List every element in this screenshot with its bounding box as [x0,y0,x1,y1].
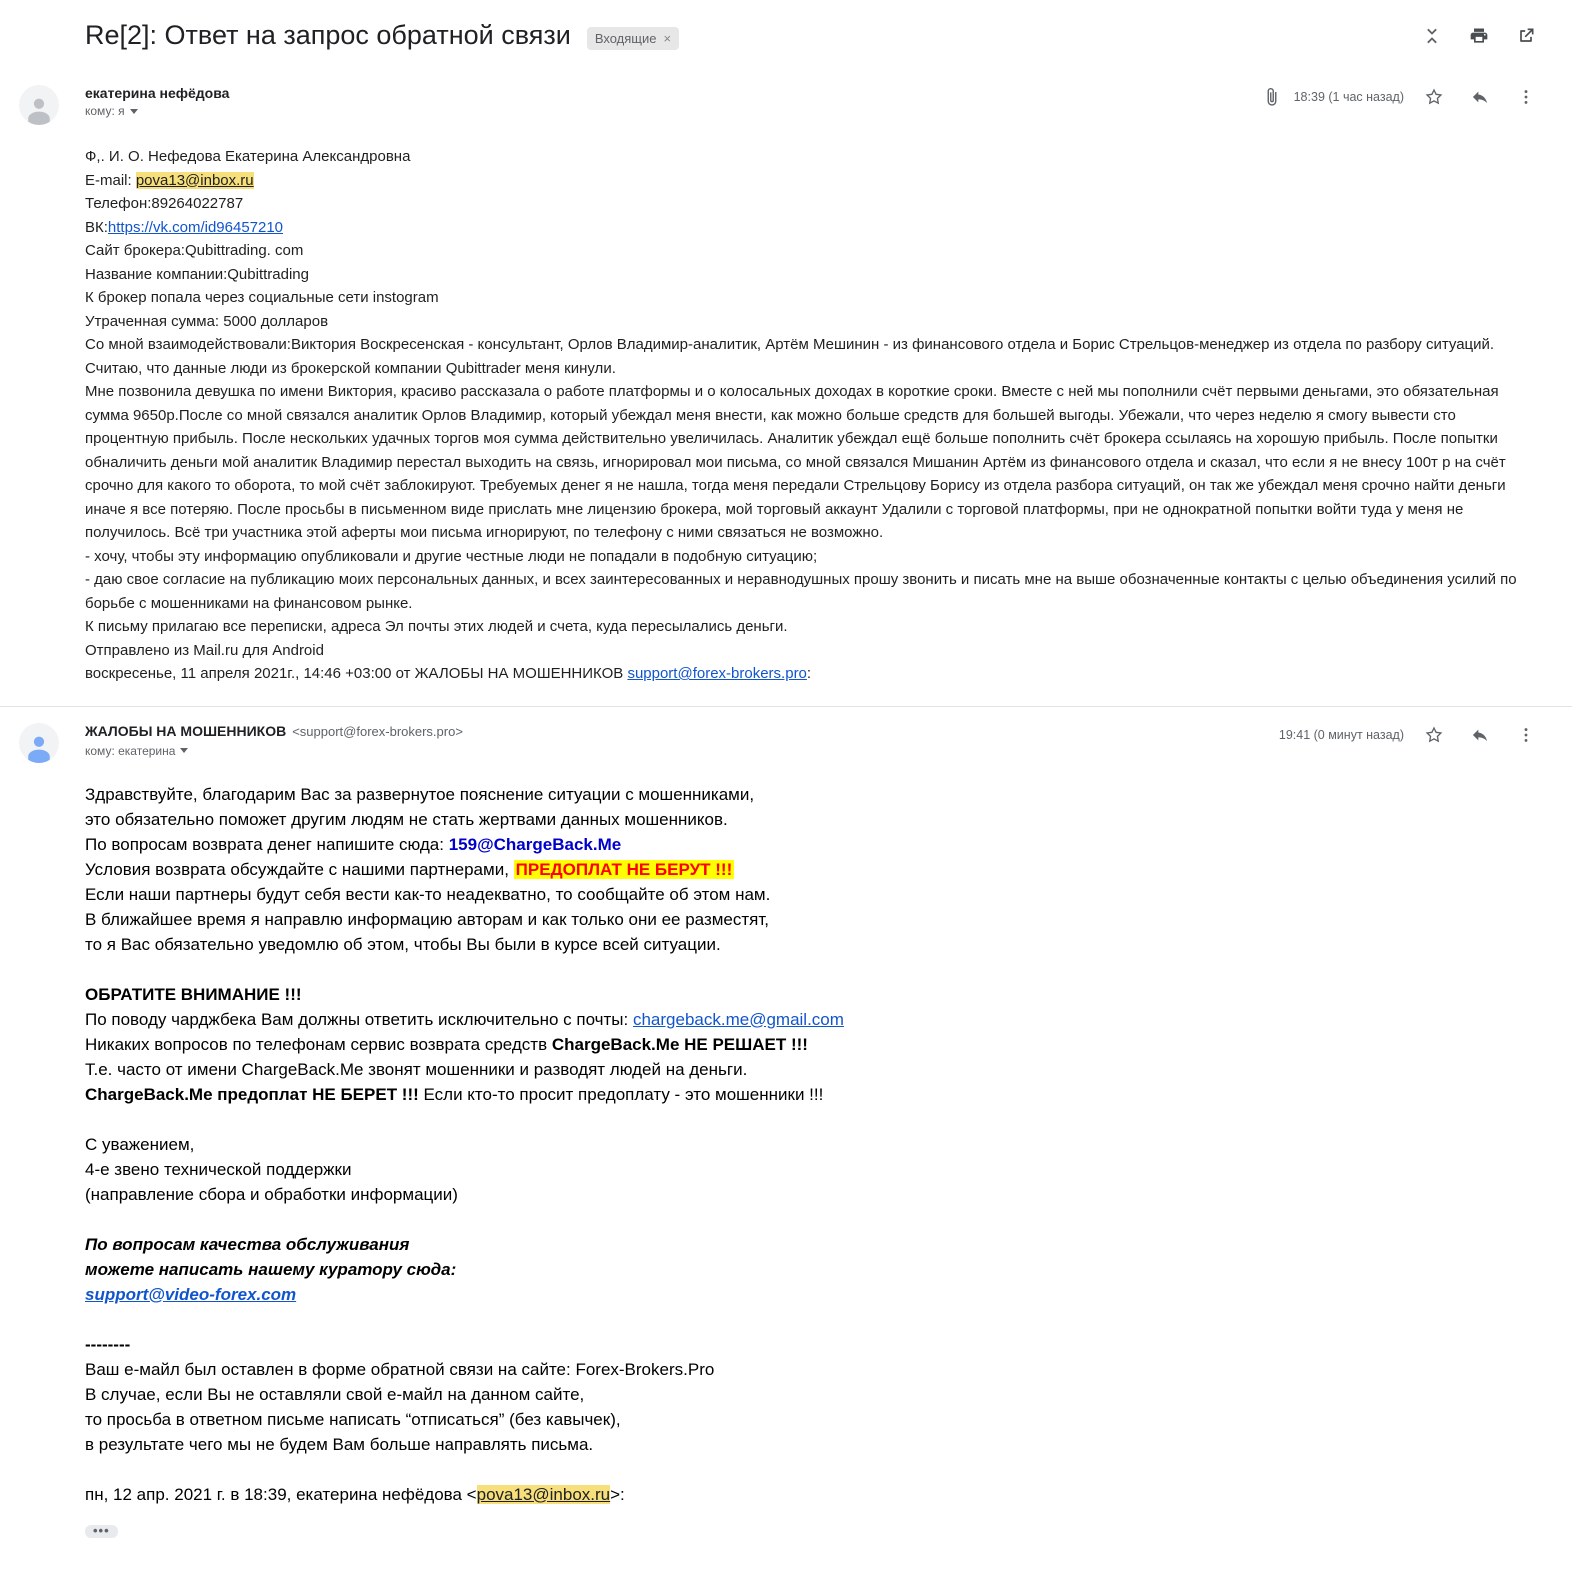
more-options-icon[interactable] [1516,725,1536,745]
footer-line3: то просьба в ответном письме написать “отписаться” (без кавычек), [85,1409,621,1429]
show-trimmed-content-button[interactable]: ••• [85,1525,118,1538]
greeting-line2: это обязательно поможет другим людям не стать жертвами данных мошенников. [85,809,728,829]
source-line: К брокер попала через социальные сети instogram [85,289,439,306]
signature-line3: (направление сбора и обработки информации) [85,1184,458,1204]
story-paragraph: Мне позвонила девушка по имени Виктория, красиво рассказала о работе платформы и о колосальных доходах в короткие сроки. Вместе с ней мы пополнили счёт первыми деньгами, это обязательная сумма 9650р.После со мной связался аналитик Орлов Владимир, который убеждал меня внести, как можно больше средств для большей выгоды. Убежали, что через неделю я смогу вывести сто процентную прибыль. После нескольких удачных торгов моя сумма действительно увеличилась. Аналитик убеждал ещё больше пополнить счёт брокера ссылаясь на хорошую прибыль. После попытки обналичить деньги мой аналитик Владимир перестал выходить на связь, игнорировал мои письма, со мной связался Мишанин Артём из финансового отдела и сказал, что если я не внесу 100т р на счёт срочно для какого то оборота, то мой счёт заблокируют. Требуемых денег я не нашла, тогда меня передали Стрельцову Борису из отдела разбора ситуаций, он так же убеждал меня срочно найти деньги иначе я все потеряю. После просьбы в письменном виде прислать мне лицензию брокера, мой торговый аккаунт Удалили с торговой платформы, при не однократной попытки войти туда у меня не получилось. Всё три участника этой аферты мои письма игнорируют, по телефону с ними связаться не возможно. [85,383,1506,541]
prepay-line [85,1082,1536,1107]
thread-subject: Re[2]: Ответ на запрос обратной связи [85,20,571,50]
refund-prefix: По вопросам возврата денег напишите сюда: [85,834,449,854]
claim-line: Считаю, что данные люди из брокерской компании Qubittrader меня кинули. [85,359,616,377]
chargeback-mail-line [85,1007,1536,1032]
lost-sum-line: Утраченная сумма: 5000 долларов [85,312,329,330]
collapse-all-icon[interactable] [1422,26,1442,46]
refund-line [85,832,1536,857]
star-icon[interactable] [1424,87,1444,107]
message-timestamp: 19:41 (0 минут назад) [1278,727,1404,742]
expand-details-icon[interactable] [130,109,138,114]
footer-line2: В случае, если Вы не оставляли свой е-майл на данном сайте, [85,1384,585,1404]
phones-bold: ChargeBack.Me НЕ РЕШАЕТ !!! [551,1034,808,1054]
support-email-link[interactable]: support@forex-brokers.pro [627,665,807,682]
attachments-note-line: К письму прилагаю все переписки, адреса Эл почты этих людей и счета, куда пересылались деньги. [85,618,788,635]
message-body [85,782,1536,1507]
chargeback-address-link[interactable]: 159@ChargeBack.Me [448,834,622,854]
phones-prefix: Никаких вопросов по телефонам сервис возврата средств [85,1034,552,1054]
message-1 [0,85,1572,686]
prepay-bold: ChargeBack.Me предоплат НЕ БЕРЕТ !!! [85,1084,419,1104]
message-2 [0,723,1572,1507]
person-icon [22,729,56,763]
scammers-note-line: Т.е. часто от имени ChargeBack.Me звонят мошенники и разводят людей на деньги. [85,1059,748,1079]
sender-avatar [19,723,59,763]
expand-details-icon[interactable] [180,748,188,753]
partners-note-line: Если наши партнеры будут себя вести как-то неадекватно, то сообщайте об этом нам. [85,884,771,904]
footer-line4: в результате чего мы не будем Вам больше направлять письма. [85,1434,594,1454]
victim-email-link[interactable]: pova13@inbox.ru [135,171,254,189]
no-prepay-alert: ПРЕДОПЛАТ НЕ БЕРУТ !!! [515,859,733,879]
more-options-icon[interactable] [1516,87,1536,107]
inbox-label-chip[interactable] [587,27,679,50]
signature-line1: С уважением, [85,1134,195,1154]
quoted-header-line [85,1482,1536,1507]
sender-name: екатерина нефёдова [85,85,230,101]
prepay-rest: Если кто-то просит предоплату - это мошенники !!! [418,1084,824,1104]
quote-suffix: : [806,665,812,682]
quote-prefix: пн, 12 апр. 2021 г. в 18:39, екатерина нефёдова < [85,1484,477,1504]
sender-name: ЖАЛОБЫ НА МОШЕННИКОВ [85,722,287,739]
person-icon [22,91,56,125]
attachment-icon [1262,87,1282,107]
email-line [85,169,1536,193]
demand1-line: - хочу, чтобы эту информацию опубликовали и другие честные люди не попадали в подобную ситуацию; [85,547,818,565]
reply-icon[interactable] [1470,725,1490,745]
company-line: Название компании:Qubittrading [85,265,309,283]
open-in-new-icon[interactable] [1516,26,1536,46]
label-remove-icon[interactable]: × [663,31,672,46]
participants-line: Со мной взаимодействовали:Виктория Воскресенская - консультант, Орлов Владимир-аналитик, Артём Мешинин - из финансового отдела и Борис Стрельцов-менеджер из отдела по разбору ситуаций. [85,336,1495,353]
inbox-label-text: Входящие [594,31,657,46]
quality-line1: По вопросам качества обслуживания [85,1234,410,1254]
footer-line1: Ваш е-майл был оставлен в форме обратной связи на сайте: Forex-Brokers.Pro [85,1359,715,1379]
curator-email-link[interactable]: support@video-forex.com [85,1284,297,1304]
vk-link[interactable]: https://vk.com/id96457210 [107,218,284,236]
message-body [85,145,1536,686]
vk-line [85,216,1536,240]
chargeback-prefix: По поводу чарджбека Вам должны ответить исключительно с почты: [85,1009,633,1029]
quality-line2: можете написать нашему куратору сюда: [85,1259,457,1279]
vk-label: ВК: [85,218,108,236]
terms-prefix: Условия возврата обсуждайте с нашими партнерами, [85,859,514,879]
reply-icon[interactable] [1470,87,1490,107]
signature-line2: 4-е звено технической поддержки [85,1159,352,1179]
demand2-line: - даю свое согласие на публикацию моих персональных данных, и всех заинтересованных и неравнодушных прошу звонить и писать мне на выше обозначенные контакты с целью объединения усилий по борьбе с мошенниками на финансовом рынке. [85,571,1517,612]
quality-link-line [85,1282,1536,1307]
recipient-line: кому: я [85,104,125,118]
chargeback-gmail-link[interactable]: chargeback.me@gmail.com [632,1009,844,1029]
broker-site-line: Сайт брокера:Qubittrading. com [85,242,304,259]
phone-line: Телефон:89264022787 [85,195,244,212]
sender-address: <support@forex-brokers.pro> [292,723,463,739]
recipient-line: кому: екатерина [85,743,176,758]
thread-header [0,0,1572,51]
sent-from-line: Отправлено из Mail.ru для Android [85,641,324,659]
message-timestamp: 18:39 (1 час назад) [1293,90,1404,104]
phones-line [85,1032,1536,1057]
attention-title: ОБРАТИТЕ ВНИМАНИЕ !!! [85,984,302,1004]
sender-avatar [19,85,59,125]
quote-prefix: воскресенье, 11 апреля 2021г., 14:46 +03:00 от ЖАЛОБЫ НА МОШЕННИКОВ [85,665,628,682]
message-divider [0,706,1572,707]
quote-suffix: >: [610,1484,625,1504]
print-icon[interactable] [1469,26,1489,46]
quoted-header-line [85,662,1536,686]
greeting-line: Здравствуйте, благодарим Вас за развернутое пояснение ситуации с мошенниками, [85,784,755,804]
victim-email-link[interactable]: pova13@inbox.ru [476,1484,611,1504]
star-icon[interactable] [1424,725,1444,745]
separator-line: -------- [85,1334,131,1354]
publish-line1: В ближайшее время я направлю информацию авторам и как только они ее разместят, [85,909,770,929]
fio-line: Ф,. И. О. Нефедова Екатерина Александровна [85,148,411,165]
publish-line2: то я Вас обязательно уведомлю об этом, чтобы Вы были в курсе всей ситуации. [85,934,721,954]
terms-line [85,857,1536,882]
email-label: E-mail: [85,171,136,189]
